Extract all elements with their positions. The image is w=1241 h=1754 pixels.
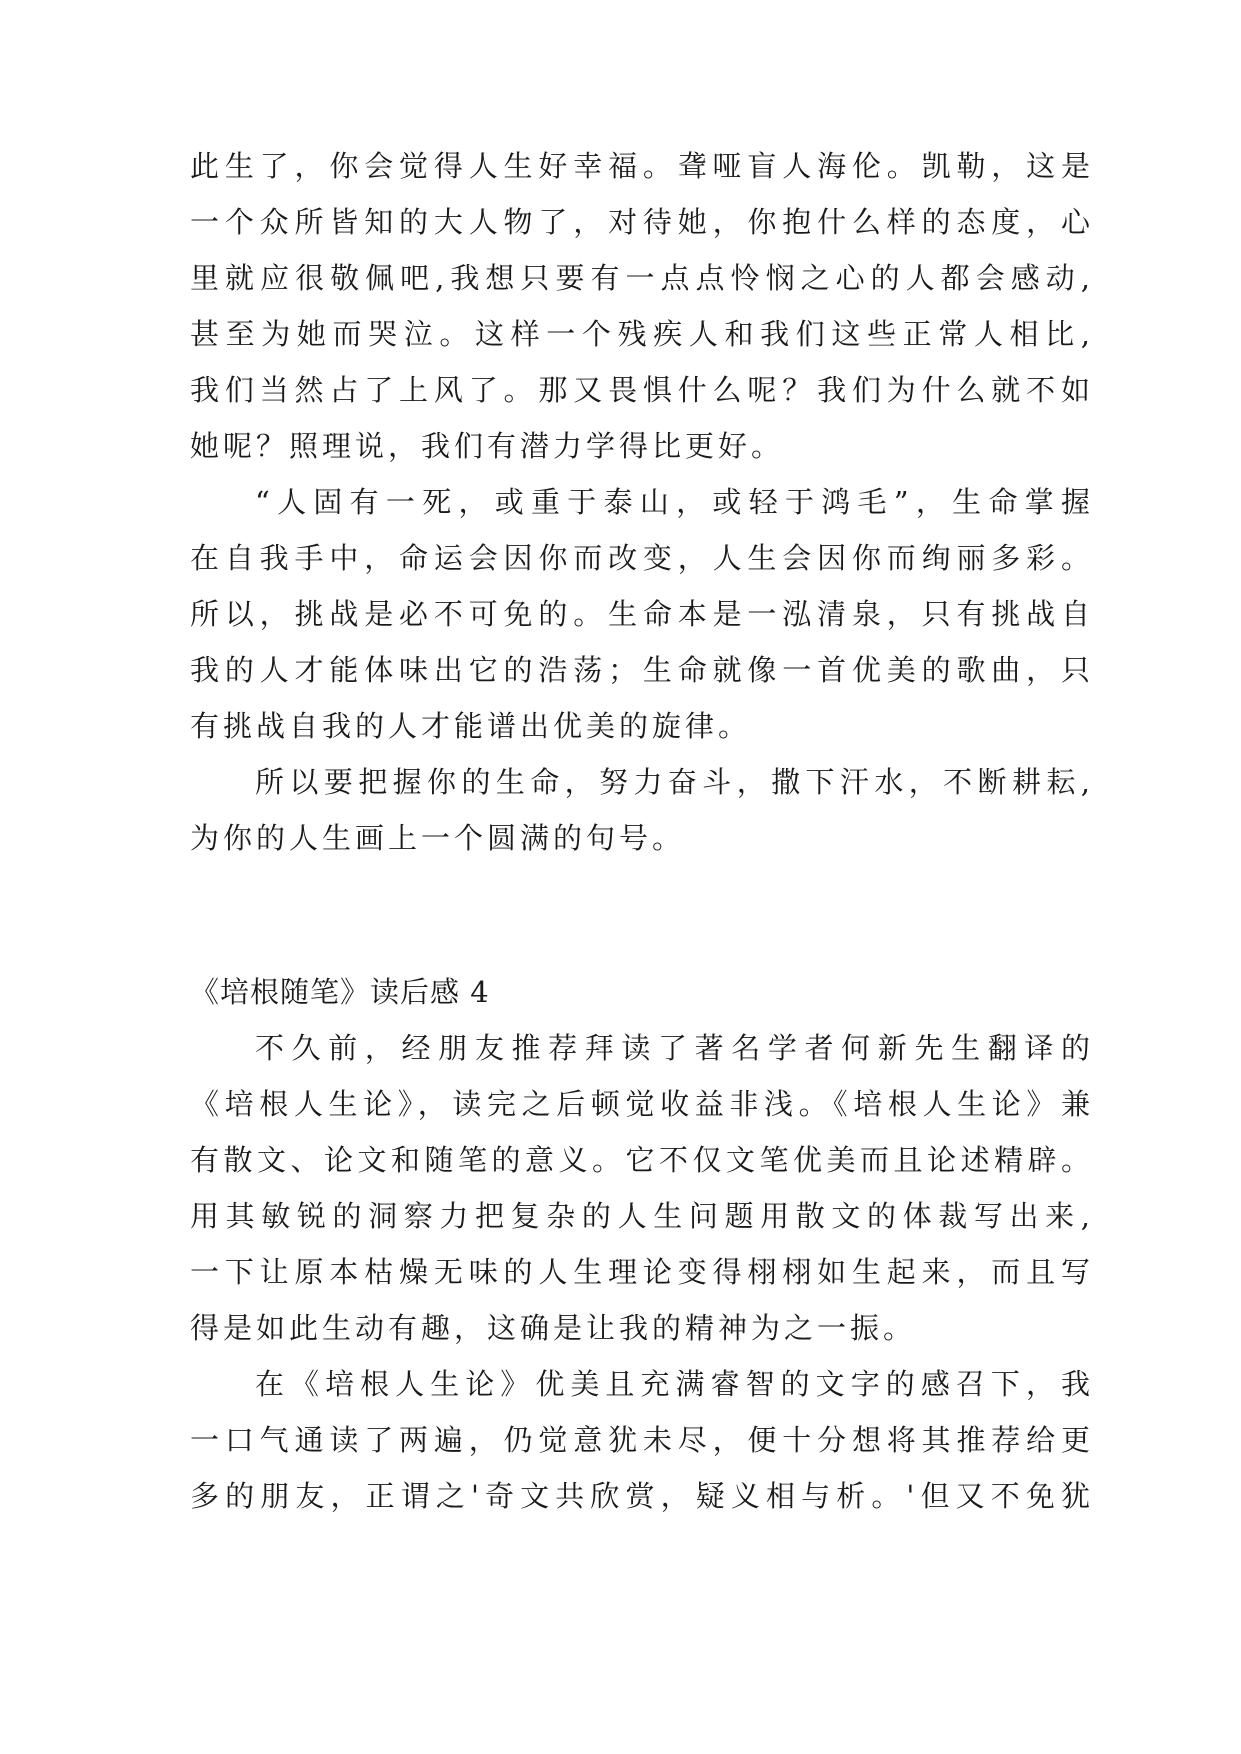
text-line: 此生了，你会觉得人生好幸福。聋哑盲人海伦。凯勒，这是 [190,149,1090,183]
text-line: 我的人才能体味出它的浩荡；生命就像一首优美的歌曲，只 [190,653,1090,687]
text-line: 在《培根人生论》优美且充满睿智的文字的感召下，我 [255,1367,1090,1401]
text-line: 用其敏锐的洞察力把复杂的人生问题用散文的体裁写出来, [190,1199,1090,1233]
text-line: 在自我手中，命运会因你而改变，人生会因你而绚丽多彩。 [190,541,1090,575]
text-line: 《培根人生论》，读完之后顿觉收益非浅。《培根人生论》兼 [190,1087,1090,1121]
section-heading: 《培根随笔》读后感 4 [190,975,490,1009]
text-line: 我们当然占了上风了。那又畏惧什么呢？我们为什么就不如 [190,373,1090,407]
text-line: 多的朋友，正谓之'奇文共欣赏，疑义相与析。'但又不免犹 [190,1479,1090,1513]
text-line: 为你的人生画上一个圆满的句号。 [190,821,686,855]
text-line: 有挑战自我的人才能谱出优美的旋律。 [190,709,752,743]
text-line: 一个众所皆知的大人物了，对待她，你抱什么样的态度，心 [190,205,1090,239]
text-line: 里就应很敬佩吧,我想只要有一点点怜悯之心的人都会感动, [190,261,1090,295]
text-line: “人固有一死，或重于泰山，或轻于鸿毛”，生命掌握 [255,485,1090,519]
text-line: 不久前，经朋友推荐拜读了著名学者何新先生翻译的 [255,1031,1090,1065]
text-line: 有散文、论文和随笔的意义。它不仅文笔优美而且论述精辟。 [190,1143,1090,1177]
text-line: 得是如此生动有趣，这确是让我的精神为之一振。 [190,1311,917,1345]
text-line: 一下让原本枯燥无味的人生理论变得栩栩如生起来，而且写 [190,1255,1090,1289]
text-line: 一口气通读了两遍，仍觉意犹未尽，便十分想将其推荐给更 [190,1423,1090,1457]
text-line: 所以，挑战是必不可免的。生命本是一泓清泉，只有挑战自 [190,597,1090,631]
text-line: 她呢？照理说，我们有潜力学得比更好。 [190,429,785,463]
text-line: 所以要把握你的生命，努力奋斗，撒下汗水，不断耕耘, [255,765,1090,799]
text-line: 甚至为她而哭泣。这样一个残疾人和我们这些正常人相比, [190,317,1090,351]
